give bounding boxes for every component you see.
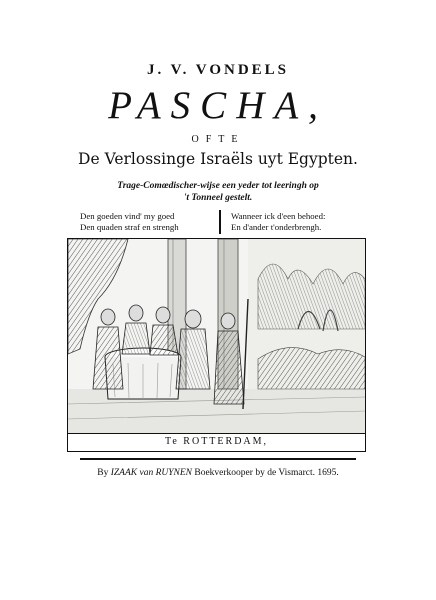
imprint-line bbox=[0, 468, 436, 478]
place-of-publication: Te ROTTERDAM, bbox=[164, 436, 269, 447]
genre-line-2: 't Tonneel gestelt. bbox=[183, 193, 253, 203]
engraving-art bbox=[68, 239, 365, 433]
place-banner bbox=[67, 433, 366, 452]
author-line: J. V. VONDELS bbox=[146, 62, 290, 78]
imprint-rule bbox=[80, 458, 356, 460]
motto-left-line-2: Den quaden straf en strengh bbox=[80, 222, 179, 232]
genre-line-1: Trage-Comœdischer-wijse een yeder tot leeringh op bbox=[117, 181, 319, 191]
ofte-line: OFTE bbox=[191, 134, 245, 145]
motto-left bbox=[80, 211, 179, 233]
imprint-printer: IZAAK van RUYNEN bbox=[110, 468, 192, 478]
motto-right-line-1: Wanneer ick d'een behoed: bbox=[231, 211, 326, 221]
engraving-illustration bbox=[67, 238, 366, 434]
motto-right bbox=[231, 211, 325, 233]
motto-right-line-2: En d'ander t'onderbrengh. bbox=[231, 222, 322, 232]
play-subtitle: De Verlossinge Israëls uyt Egypten. bbox=[78, 150, 358, 168]
motto-left-line-1: Den goeden vind' my goed bbox=[80, 211, 175, 221]
imprint-by: By bbox=[97, 468, 109, 478]
genre-description bbox=[0, 180, 436, 204]
play-title: PASCHA, bbox=[108, 84, 328, 127]
imprint-rest: Boekverkooper by de Vismarct. 1695. bbox=[194, 468, 339, 478]
motto-divider bbox=[219, 210, 221, 234]
